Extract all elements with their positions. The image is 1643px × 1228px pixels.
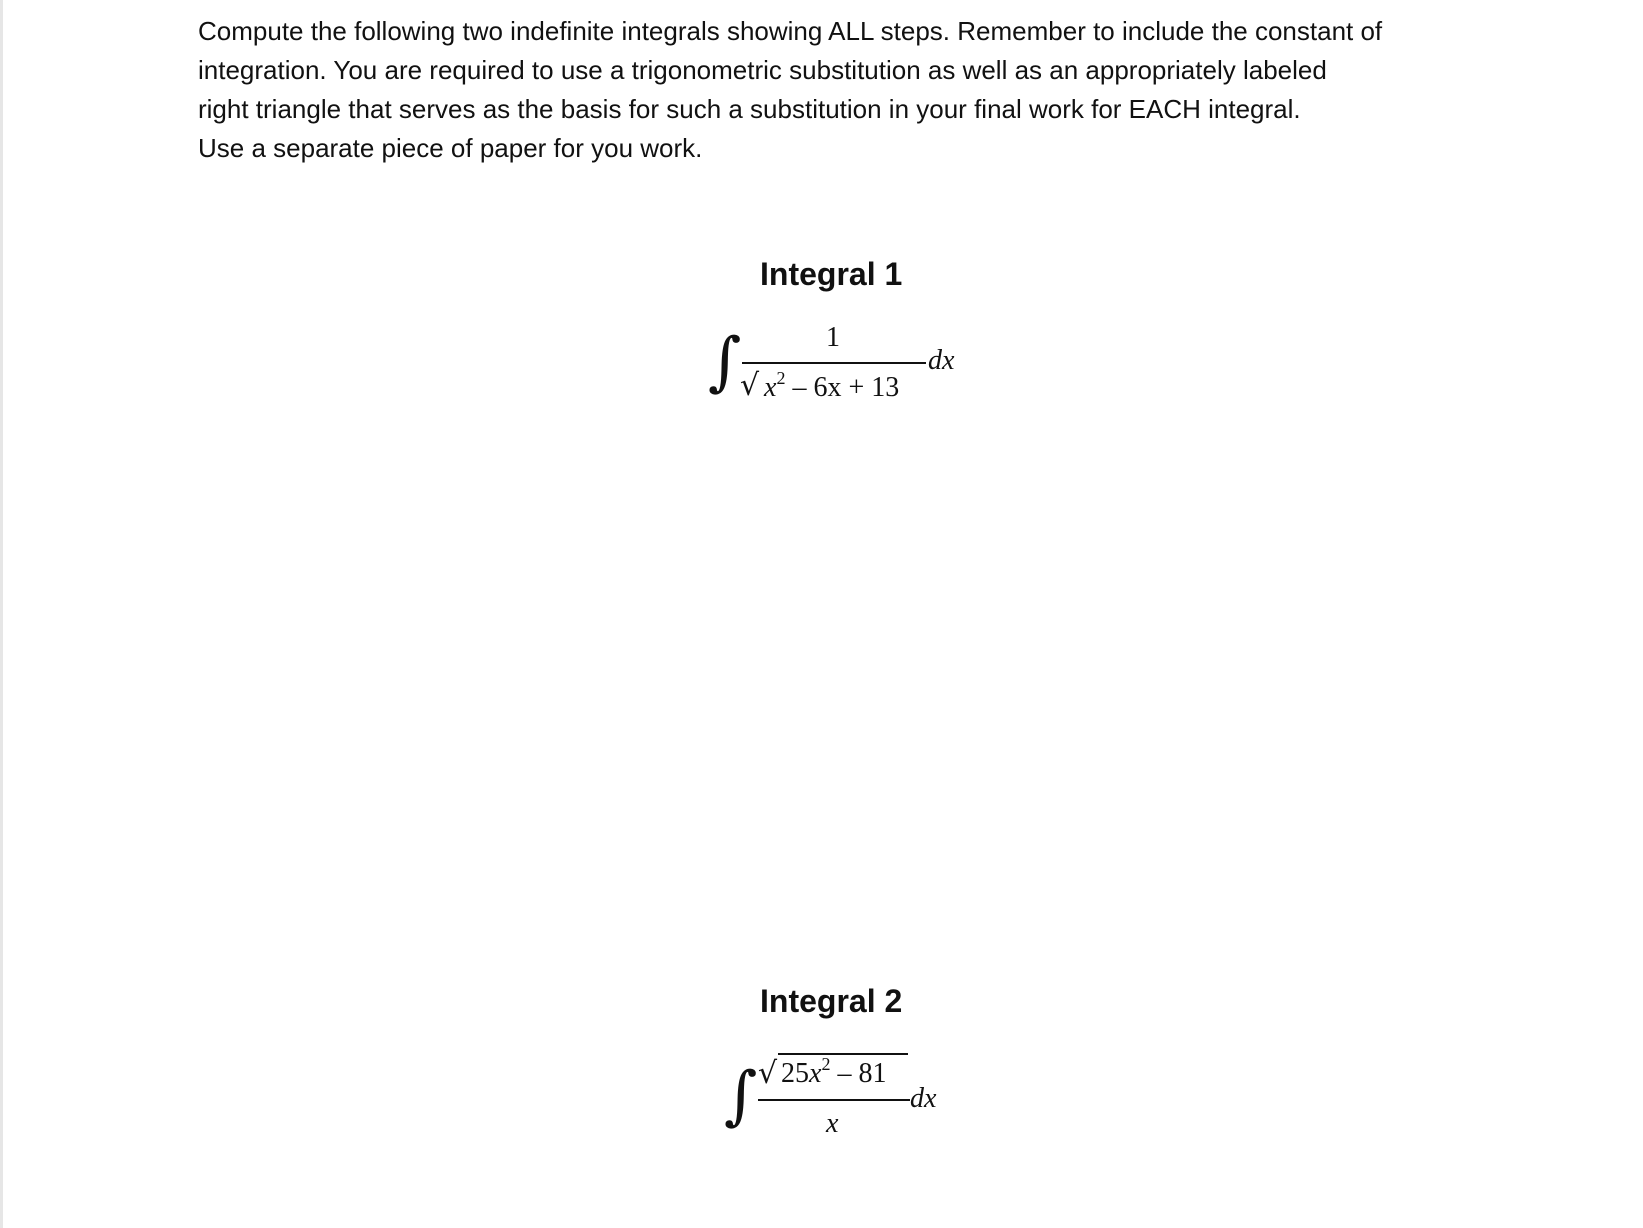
integral-2-variable: x	[809, 1058, 822, 1089]
integral-1-denominator	[764, 368, 900, 404]
square-root-overline	[778, 1053, 908, 1055]
instructions-line-3: right triangle that serves as the basis for such a substitution in your final work for EACH integral.	[198, 94, 1301, 124]
integral-2-coefficient: 25	[781, 1058, 809, 1089]
square-root-icon: √	[740, 368, 760, 403]
integral-2-numerator	[781, 1054, 887, 1090]
instructions-line-2: integration. You are required to use a trigonometric substitution as well as an appropriately labeled	[198, 55, 1327, 85]
square-root-icon: √	[758, 1056, 778, 1091]
page-left-border	[0, 0, 3, 1228]
integral-1-heading: Integral 1	[760, 256, 903, 292]
integral-1-numerator: 1	[826, 322, 840, 353]
integral-2-denominator: x	[826, 1108, 839, 1139]
integral-1-differential: dx	[928, 345, 955, 376]
integral-1-variable: x	[764, 372, 777, 403]
instructions-line-4: Use a separate piece of paper for you work.	[198, 133, 703, 163]
integral-sign-icon: ∫	[724, 1059, 758, 1133]
integral-sign-icon: ∫	[708, 325, 742, 399]
integral-2-exponent: 2	[821, 1054, 831, 1074]
integral-2-fraction-bar	[758, 1099, 910, 1101]
integral-2-heading: Integral 2	[760, 983, 903, 1019]
integral-1-exponent: 2	[776, 368, 786, 388]
instructions-line-1: Compute the following two indefinite integrals showing ALL steps. Remember to include the constant of	[198, 16, 1383, 46]
instructions-paragraph	[198, 12, 1498, 168]
integral-1-radicand-rest: – 6x + 13	[785, 372, 900, 403]
integral-2-differential: dx	[910, 1083, 937, 1114]
integral-1-fraction-bar	[742, 362, 926, 364]
integral-2-radicand-rest: – 81	[830, 1058, 887, 1089]
